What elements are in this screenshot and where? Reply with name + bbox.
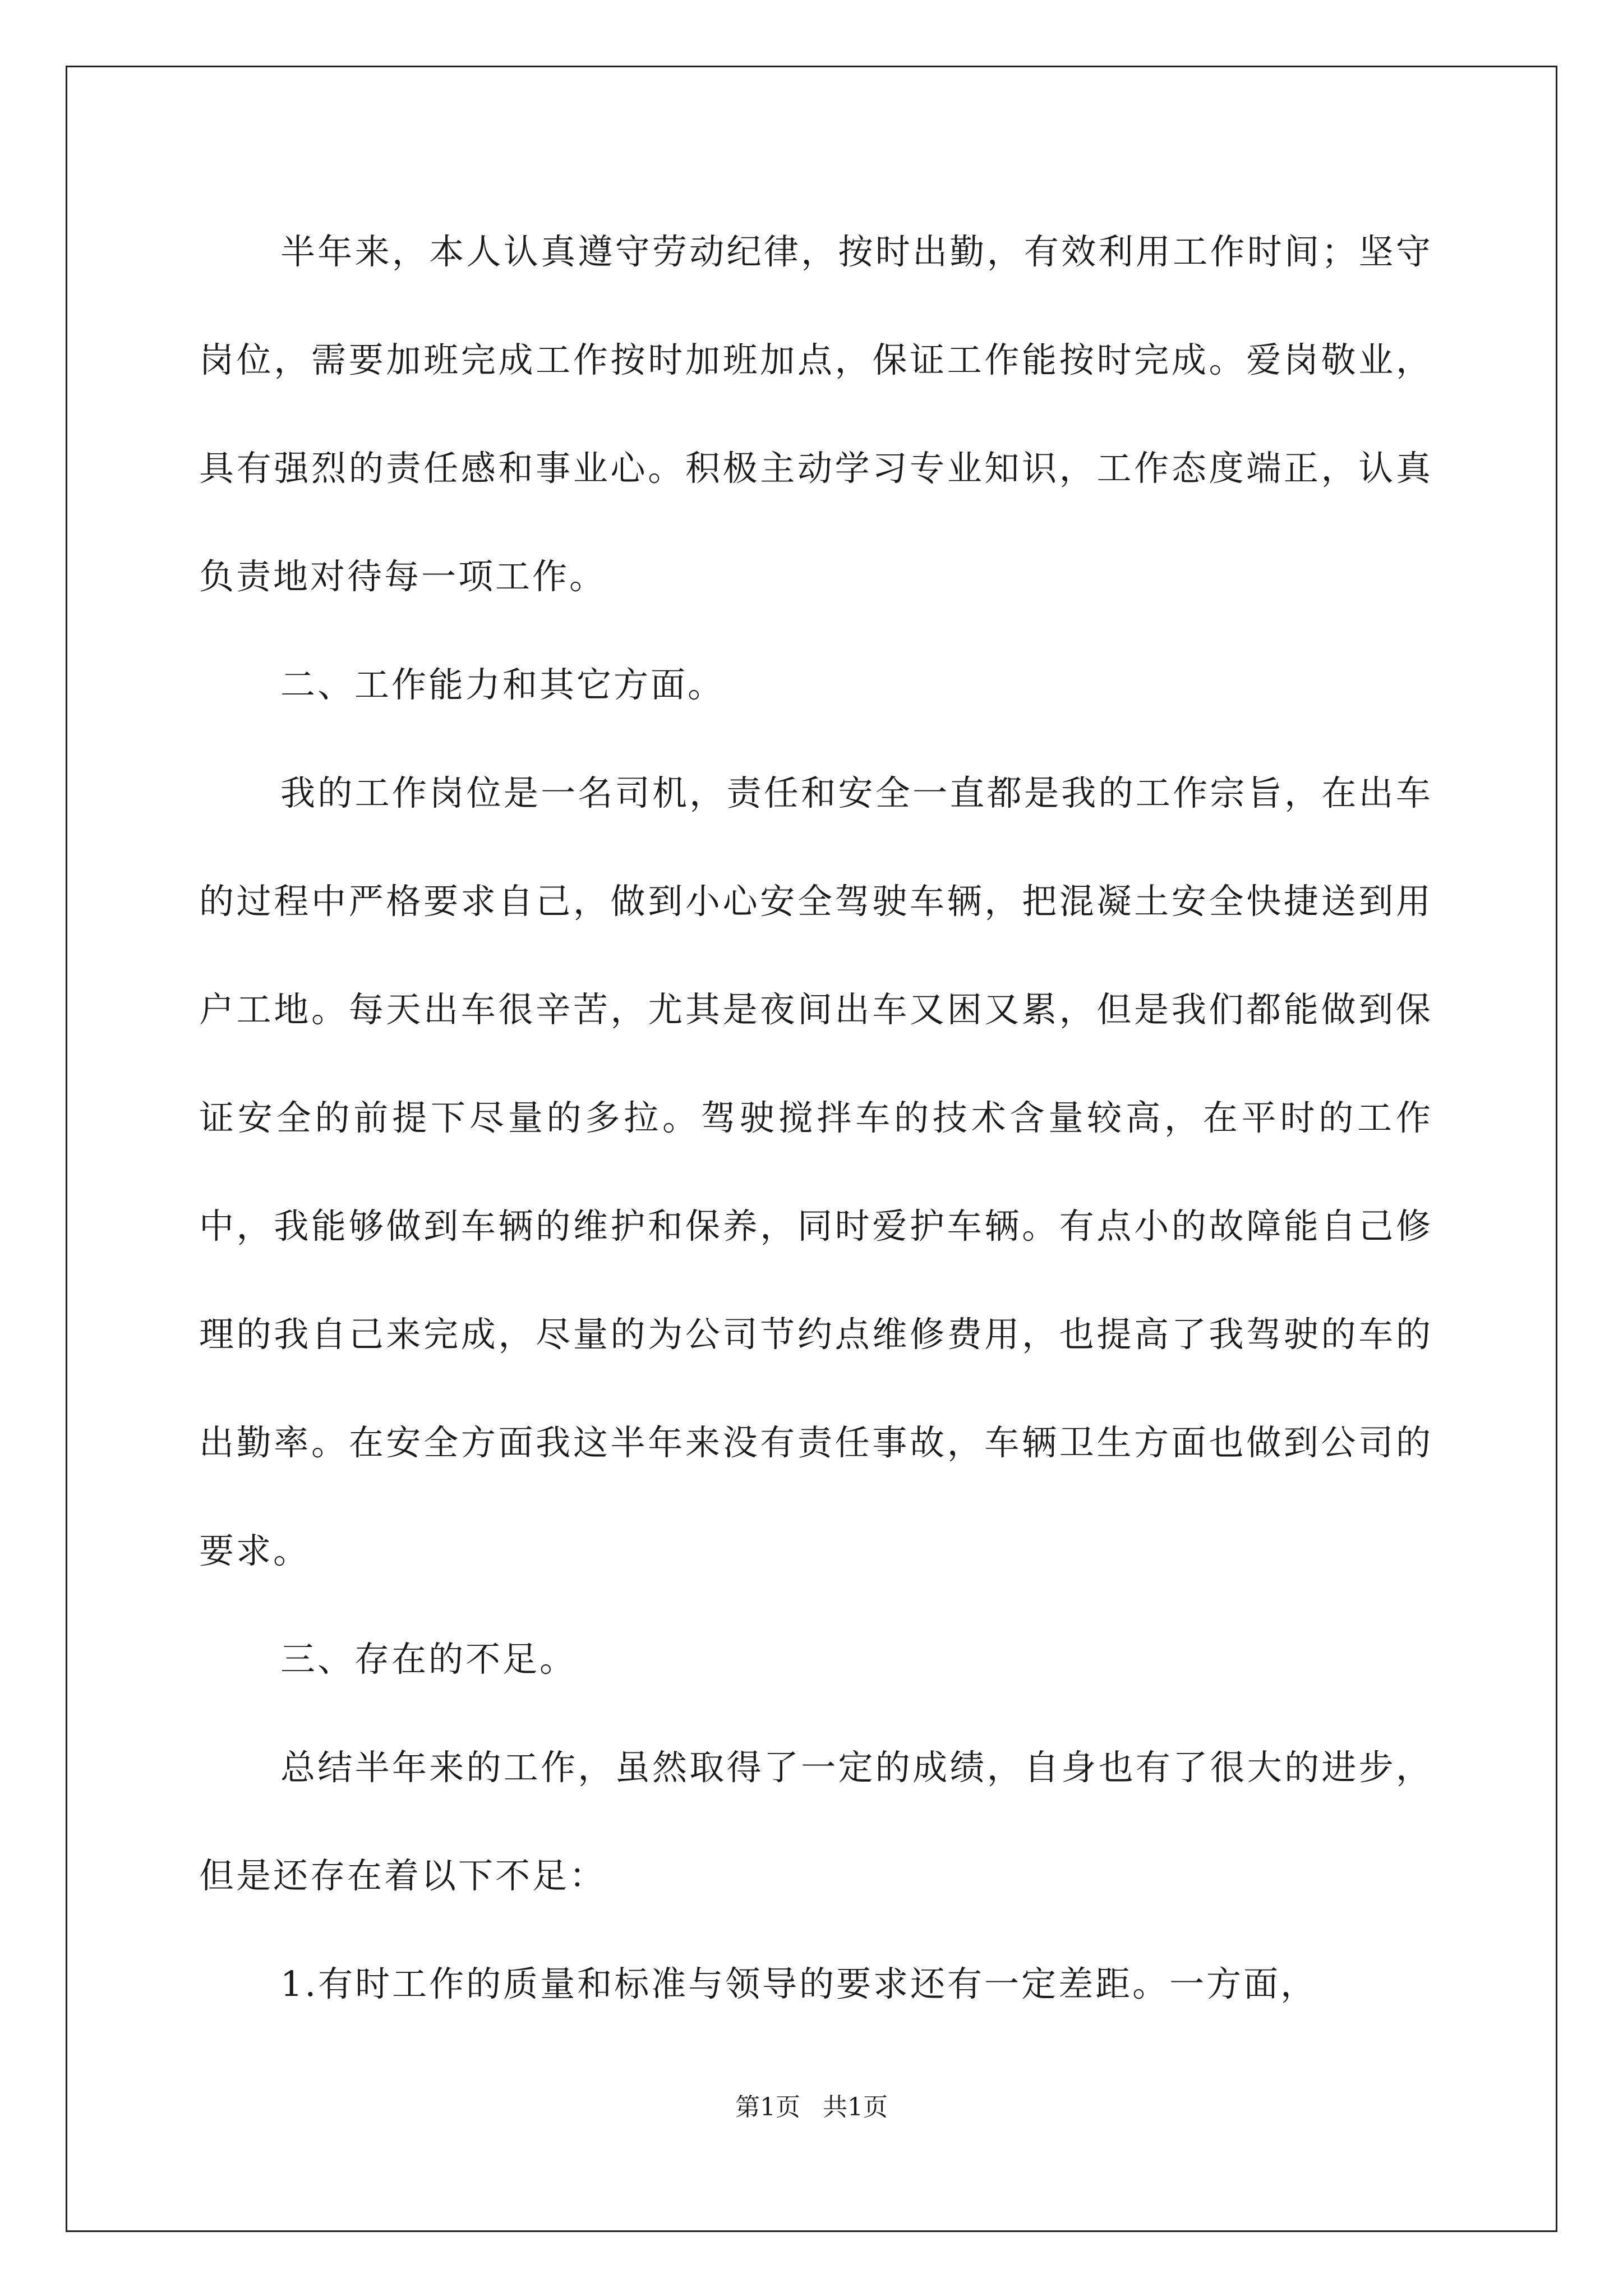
section-heading-3: 三、存在的不足。 bbox=[280, 1639, 577, 1680]
page-total: 共1页 bbox=[823, 2093, 888, 2122]
section-heading-2: 二、工作能力和其它方面。 bbox=[280, 664, 725, 705]
paragraph-3: 总结半年来的工作，虽然取得了一定的成绩，自身也有了很大的进步，但是还存在着以下不足： bbox=[199, 1747, 1433, 1896]
page-number: 第1页 bbox=[735, 2093, 800, 2122]
paragraph-2: 我的工作岗位是一名司机，责任和安全一直都是我的工作宗旨，在出车的过程中严格要求自己，做到小心安全驾驶车辆，把混凝土安全快捷送到用户工地。每天出车很辛苦，尤其是夜间出车又困又累，但是我们都能做到保证安全的前提下尽量的多拉。驾驶搅拌车的技术含量较高，在平时的工作中，我能够做到车辆的维护和保养，同时爱护车辆。有点小的故障能自己修理的我自己来完成，尽量的为公司节约点维修费用，也提高了我驾驶的车的出勤率。在安全方面我这半年来没有责任事故，车辆卫生方面也做到公司的要求。 bbox=[199, 772, 1433, 1571]
paragraph-1: 半年来，本人认真遵守劳动纪律，按时出勤，有效利用工作时间；坚守岗位，需要加班完成工作按时加班加点，保证工作能按时完成。爱岗敬业，具有强烈的责任感和事业心。积极主动学习专业知识，工作态度端正，认真负责地对待每一项工作。 bbox=[199, 231, 1433, 597]
paragraph-4: 1.有时工作的质量和标准与领导的要求还有一定差距。一方面， bbox=[280, 1963, 1318, 2004]
document-body bbox=[199, 197, 1433, 2038]
page-footer bbox=[0, 2087, 1623, 2123]
